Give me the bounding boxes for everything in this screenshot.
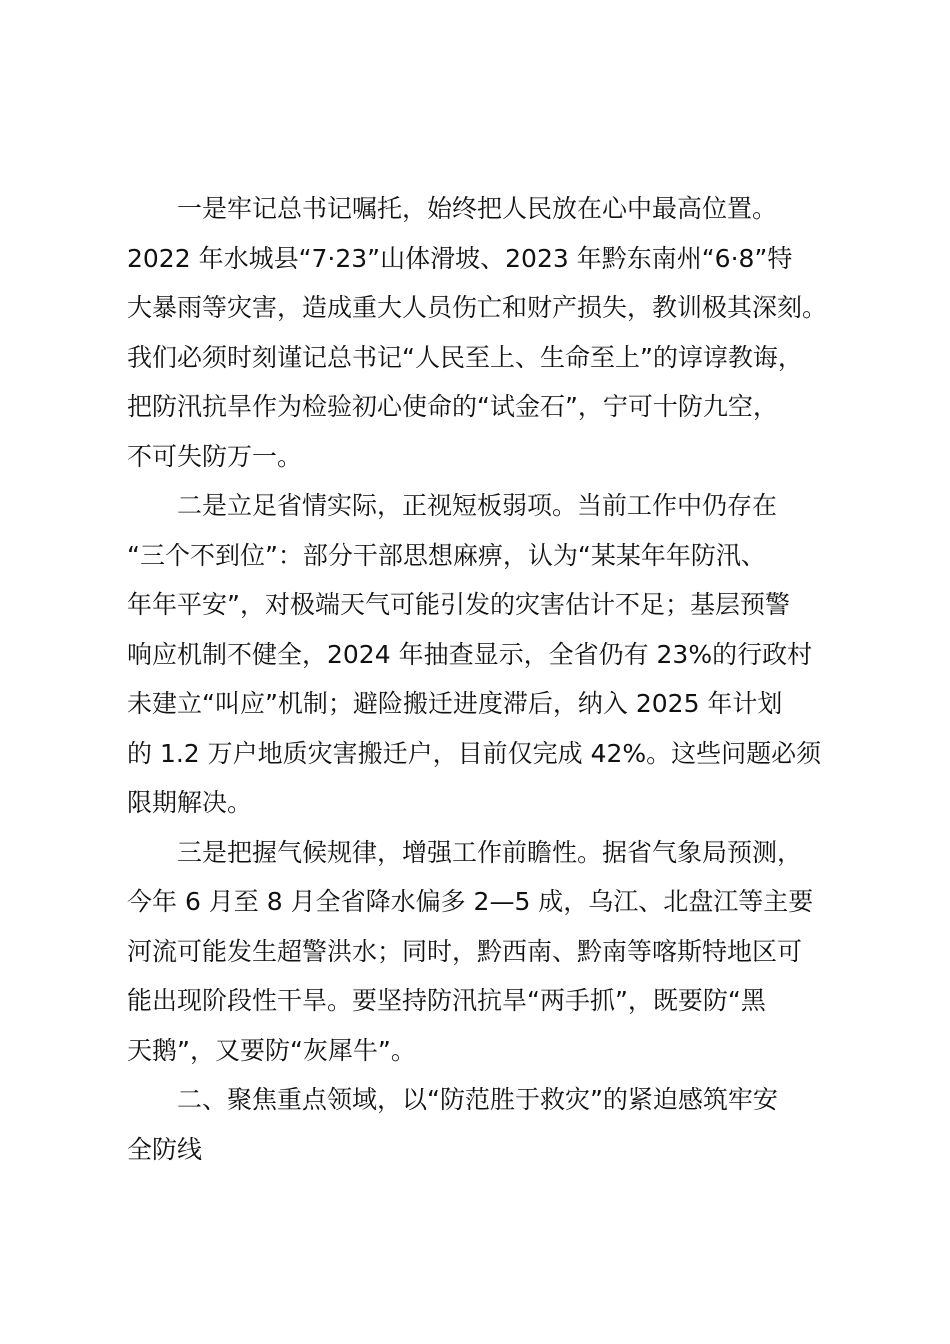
text-line: 今年 6 月至 8 月全省降水偏多 2—5 成，乌江、北盘江等主要	[127, 887, 814, 916]
text-line: 能出现阶段性干旱。要坚持防汛抗旱“两手抓”，既要防“黑	[127, 986, 766, 1015]
text-line: 2022 年水城县“7·23”山体滑坡、2023 年黔东南州“6·8”特	[127, 243, 793, 273]
text-line: 的 1.2 万户地质灾害搬迁户，目前仅完成 42%。这些问题必须	[127, 738, 822, 768]
text-line: 三是把握气候规律，增强工作前瞻性。据省气象局预测，	[177, 837, 803, 867]
paragraph-3	[127, 828, 839, 1076]
text-line: 全防线	[127, 1134, 203, 1164]
text-line: 天鹅”，又要防“灰犀牛”。	[127, 1035, 416, 1065]
text-line: 我们必须时刻谨记总书记“人民至上、生命至上”的谆谆教诲，	[127, 342, 803, 372]
text-line: 河流可能发生超警洪水；同时，黔西南、黔南等喀斯特地区可	[127, 936, 803, 966]
paragraph-2	[127, 481, 839, 828]
paragraph-1	[127, 184, 839, 481]
document-body	[127, 184, 839, 1174]
text-line: 把防汛抗旱作为检验初心使命的“试金石”，宁可十防九空，	[127, 392, 778, 421]
text-line: 二是立足省情实际，正视短板弱项。当前工作中仍存在	[177, 491, 778, 520]
text-line: 未建立“叫应”机制；避险搬迁进度滞后，纳入 2025 年计划	[127, 689, 783, 718]
text-line: “三个不到位”：部分干部思想麻痹，认为“某某年年防汛、	[127, 540, 766, 570]
section-heading	[127, 1075, 839, 1174]
text-line: 年年平安”，对极端天气可能引发的灾害估计不足；基层预警	[127, 590, 790, 619]
text-line: 二、聚焦重点领域，以“防范胜于救灾”的紧迫感筑牢安	[177, 1085, 778, 1114]
text-line: 不可失防万一。	[127, 441, 303, 471]
text-line: 响应机制不健全，2024 年抽查显示，全省仍有 23%的行政村	[127, 639, 813, 669]
text-line: 限期解决。	[127, 788, 253, 817]
text-line: 一是牢记总书记嘱托，始终把人民放在心中最高位置。	[177, 194, 778, 223]
text-line: 大暴雨等灾害，造成重大人员伤亡和财产损失，教训极其深刻。	[127, 293, 828, 322]
